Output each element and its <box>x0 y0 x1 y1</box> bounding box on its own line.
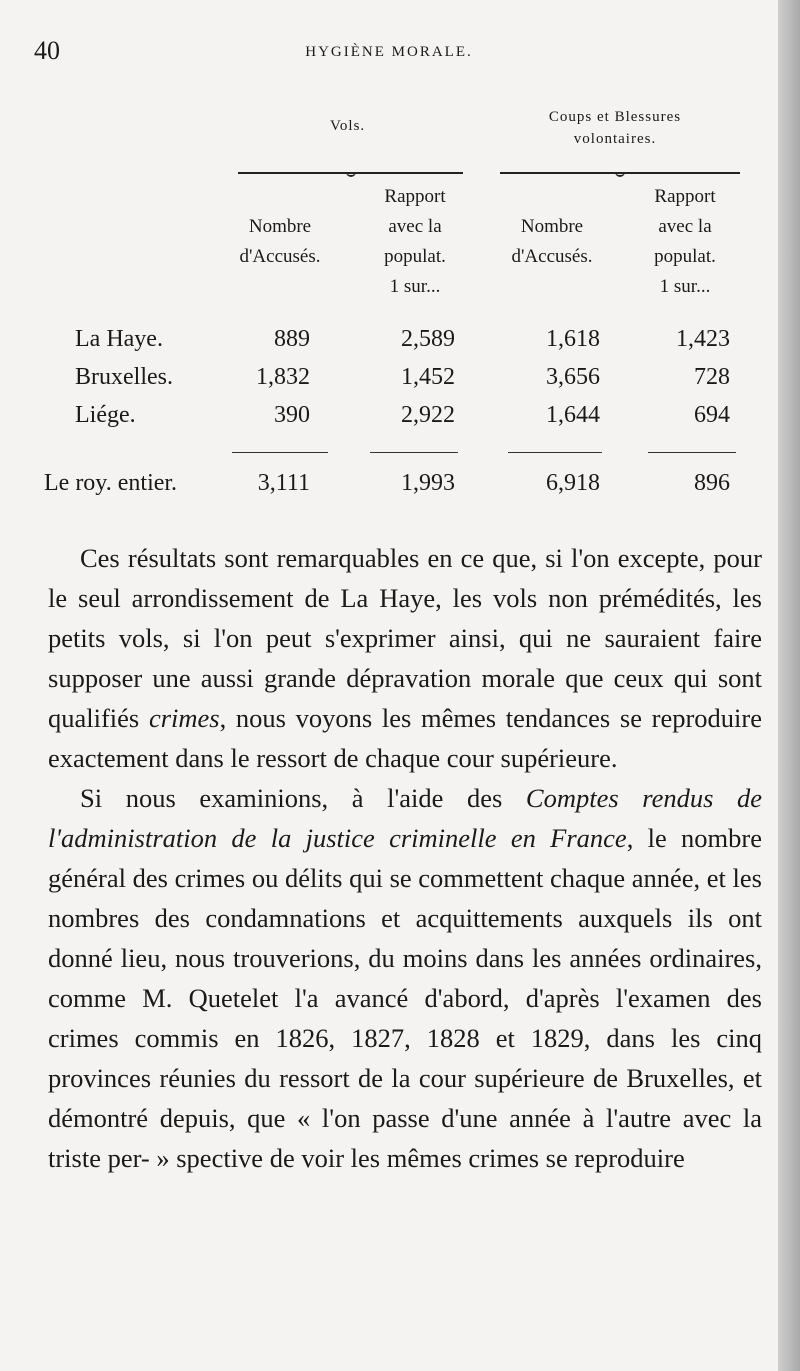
cell-vols-rapport: 2,922 <box>401 402 455 428</box>
cell-vols-nombre: 390 <box>274 402 310 428</box>
total-rule <box>508 452 602 453</box>
total-rule <box>232 452 328 453</box>
total-coups-nombre: 6,918 <box>546 470 600 496</box>
running-head: HYGIÈNE MORALE. <box>305 44 473 60</box>
page-number: 40 <box>34 36 60 65</box>
total-vols-rapport: 1,993 <box>401 470 455 496</box>
page-edge <box>778 0 800 1371</box>
paragraph-text: , nous voyons les mêmes tendances se reproduire exactement dans le ressort de chaque cour supérieure. <box>48 703 762 773</box>
brace-coups <box>500 172 740 175</box>
paragraph <box>48 778 762 1178</box>
paragraph-text: Si nous examinions, à l'aide des <box>80 783 503 813</box>
total-rule <box>370 452 458 453</box>
cell-coups-nombre: 3,656 <box>546 364 600 390</box>
col-head-line: populat. <box>654 246 716 267</box>
row-label: La Haye. <box>75 326 163 352</box>
cell-vols-rapport: 1,452 <box>401 364 455 390</box>
col-head-line: d'Accusés. <box>239 246 321 267</box>
col-head-line: avec la <box>658 216 712 237</box>
group-heading-vols: Vols. <box>330 118 366 134</box>
col-head-line: Nombre <box>520 216 584 237</box>
col-head-line: avec la <box>388 216 442 237</box>
col-head-coups-rapport <box>630 182 740 302</box>
col-head-vols-nombre <box>220 212 340 272</box>
cell-coups-nombre: 1,618 <box>546 326 600 352</box>
paragraph <box>48 538 762 778</box>
col-head-line: Rapport <box>384 186 446 207</box>
total-coups-rapport: 896 <box>694 470 730 496</box>
cell-coups-rapport: 1,423 <box>676 326 730 352</box>
col-head-coups-nombre <box>488 212 616 272</box>
paragraph-text: , le nombre général des crimes ou délits qui se commettent chaque année, et les nombres des condamnations et acquittements auxquels ils ont donné lieu, nous trouverions, du moins dans les années ordinaires, comme M. Quetelet l'a avancé d'abord, d'après l'examen des crimes commis en 1826, 1827, 1828 et 1829, dans les cinq provinces réunies du ressort de la cour supérieure de Bruxelles, et démontré depuis, que « l'on passe d'une année à l'autre avec la triste per- » spective de voir les mêmes crimes se reproduire <box>48 823 762 1173</box>
col-head-line: Nombre <box>248 216 312 237</box>
cell-coups-rapport: 728 <box>694 364 730 390</box>
col-head-line: 1 sur... <box>659 276 711 297</box>
cell-coups-nombre: 1,644 <box>546 402 600 428</box>
col-head-vols-rapport <box>360 182 470 302</box>
col-head-line: Rapport <box>654 186 716 207</box>
total-label: Le roy. entier. <box>44 470 178 496</box>
group-heading-coups-line2: volontaires. <box>573 131 657 147</box>
paragraph-emphasis: Comptes rendus de l'administration de la justice criminelle en France <box>48 783 762 853</box>
row-label: Bruxelles. <box>75 364 173 390</box>
cell-vols-nombre: 1,832 <box>256 364 310 390</box>
brace-vols <box>238 172 463 175</box>
cell-vols-rapport: 2,589 <box>401 326 455 352</box>
group-heading-coups <box>515 106 715 150</box>
col-head-line: 1 sur... <box>389 276 441 297</box>
cell-coups-rapport: 694 <box>694 402 730 428</box>
group-heading-coups-line1: Coups et Blessures <box>548 109 682 125</box>
paragraph-emphasis: crimes <box>148 703 220 733</box>
cell-vols-nombre: 889 <box>274 326 310 352</box>
paragraph-text: Ces résultats sont remarquables en ce que, si l'on excepte, pour le seul arrondissement de La Haye, les vols non prémédités, les petits vols, si l'on peut s'exprimer ainsi, qui ne sauraient faire supposer une aussi grande dépravation morale que ceux qui sont qualifiés <box>48 543 762 733</box>
body-text <box>48 538 762 1178</box>
total-vols-nombre: 3,111 <box>257 470 310 496</box>
col-head-line: populat. <box>384 246 446 267</box>
total-rule <box>648 452 736 453</box>
row-label: Liége. <box>75 402 136 428</box>
col-head-line: d'Accusés. <box>511 246 593 267</box>
